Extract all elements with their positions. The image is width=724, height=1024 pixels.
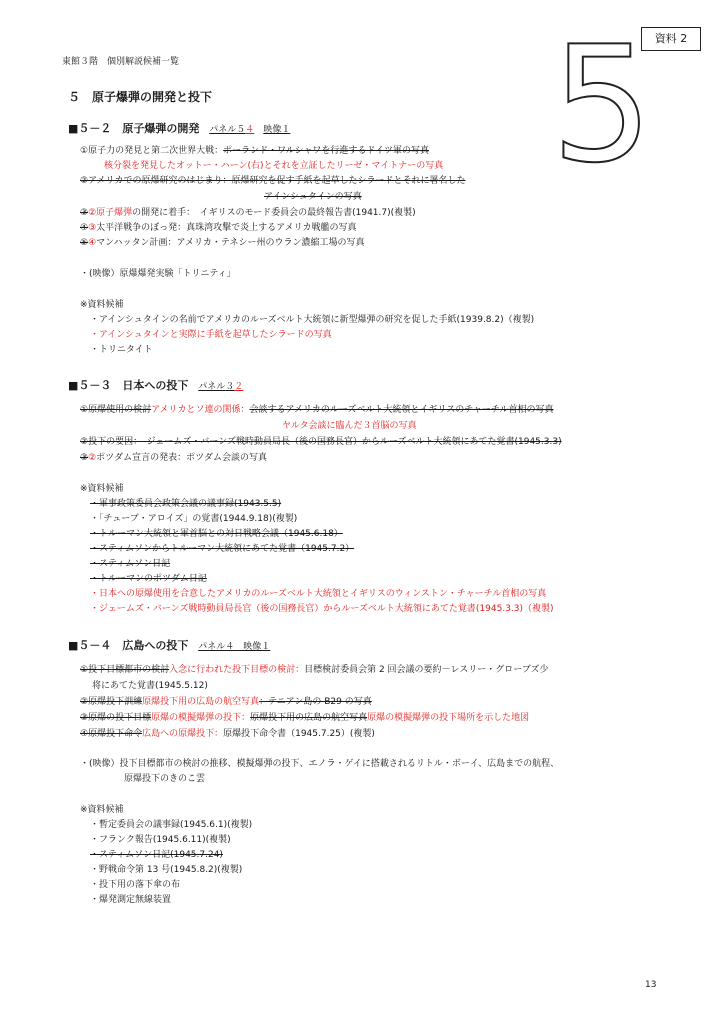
section-5-3-title: ５－３ 日本への投下 xyxy=(78,379,189,392)
candidate-item: ・トリニタイト xyxy=(90,345,153,355)
candidate-item: ・スティムソンからトルーマン大統領にあてた覚書（1945.7.2） xyxy=(90,544,355,554)
candidates-title-5-3: ※資料候補 xyxy=(80,484,124,494)
item-5-4-1: ①投下目標都市の検討入念に行われた投下目標の検討：目標検討委員会第 2 回会議の要約－レスリー・グローブズ少 xyxy=(80,665,549,675)
section-5-3-heading xyxy=(68,377,243,393)
candidate-item: ・暫定委員会の議事録(1945.6.1)(複製) xyxy=(90,820,253,830)
item-5-3-1: ①原爆使用の検討アメリカとソ連の関係：会談するアメリカのルーズベルト大統領とイギリスのチャーチル首相の写真 xyxy=(80,405,554,415)
candidate-item: ・軍事政策委員会政策会議の議事録(1943.5.5) xyxy=(90,499,282,509)
candidate-item: ・トルーマン大統領と軍首脳との対日戦略会議（1945.6.18） xyxy=(90,529,343,539)
video-note-5-4: ・(映像）投下目標都市の検討の推移、模擬爆弾の投下、エノラ・ゲイに搭載されるリトル・ボーイ、広島までの航程、 xyxy=(80,759,560,769)
item-5-4-1-cont: 将にあてた覚書(1945.5.12) xyxy=(92,681,208,691)
item-5-2-5: ⑤④マンハッタン計画：アメリカ・テネシー州のウラン濃縮工場の写真 xyxy=(80,238,365,248)
item-5-2-1-replacement: 核分裂を発見したオットー・ハーン(右)とそれを立証したリーゼ・マイトナーの写真 xyxy=(104,161,444,171)
item-5-2-2-struck-cont: アインシュタインの写真 xyxy=(264,192,362,202)
item-5-4-3: ③原爆の投下目標原爆の模擬爆弾の投下：原爆投下用の広島の航空写真原爆の模擬爆弾の投下場所を示した地図 xyxy=(80,713,530,723)
section-marker: ■ xyxy=(68,379,79,392)
location-header: 東館３階 個別解説候補一覧 xyxy=(62,57,180,67)
section-5-4-title: ５－４ 広島への投下 xyxy=(78,639,189,652)
document-label-box: 資料 2 xyxy=(641,27,701,51)
candidate-item: ・スティムソン日記 xyxy=(90,559,171,569)
candidate-item: ・野戦命令第 13 号(1945.8.2)(複製) xyxy=(90,865,243,875)
chapter-title: ５ 原子爆弾の開発と投下 xyxy=(68,90,213,104)
panel-info: パネル４ 映像１ xyxy=(198,642,271,652)
candidates-title-5-4: ※資料候補 xyxy=(80,805,124,815)
item-5-4-4: ④原爆投下命令広島への原爆投下：原爆投下命令書（1945.7.25）(複製) xyxy=(80,729,375,739)
page-number: 13 xyxy=(645,980,657,990)
item-5-3-3: ③②ポツダム宣言の発表：ポツダム会談の写真 xyxy=(80,453,267,463)
item-5-2-3: ③②原子爆弾の開発に着手： イギリスのモード委員会の最終報告書(1941.7)(複製) xyxy=(80,208,416,218)
video-note-5-2: ・(映像）原爆爆発実験「トリニティ」 xyxy=(80,269,236,279)
section-5-2-title: ５－２ 原子爆弾の開発 xyxy=(78,122,200,135)
item-5-4-2: ②原爆投下訓練原爆投下用の広島の航空写真：テニアン島の B29 の写真 xyxy=(80,697,372,707)
candidate-item: ・スティムソン日記(1945.7.24) xyxy=(90,850,223,860)
candidate-item: ・フランク報告(1945.6.11)(複製) xyxy=(90,835,231,845)
item-5-2-1: ①原子力の発見と第二次世界大戦：ポーランド・ワルシャワを行進するドイツ軍の写真 xyxy=(80,146,429,156)
item-5-3-2-struck: ②投下の要因： ジェームズ・バーンズ戦時動員局長（後の国務長官）からルーズベルト大統領にあてた覚書(1945.3.3) xyxy=(80,437,562,447)
candidates-title-5-2: ※資料候補 xyxy=(80,300,124,310)
panel-info: パネル５４ 映像１ xyxy=(209,125,291,135)
video-note-5-4-cont: 原爆投下のきのこ雲 xyxy=(124,774,206,784)
section-5-4-heading xyxy=(68,637,270,653)
candidate-item: ・アインシュタインと実際に手紙を起草したシラードの写真 xyxy=(90,330,332,340)
candidate-item: ・トルーマンのポツダム日記 xyxy=(90,574,207,584)
candidate-item: ・アインシュタインの名前でアメリカのルーズベルト大統領に新型爆弾の研究を促した手紙(1939.8.2)（複製) xyxy=(90,315,535,325)
item-5-3-1-replacement: ヤルタ会談に臨んだ３首脳の写真 xyxy=(282,421,417,431)
section-marker: ■ xyxy=(68,122,79,135)
panel-info: パネル３２ xyxy=(198,382,244,392)
candidate-item: ・ジェームズ・バーンズ戦時動員局長官（後の国務長官）からルーズベルト大統領にあてた覚書(1945.3.3)（複製) xyxy=(90,604,554,614)
candidate-item: ・爆発測定無線装置 xyxy=(90,895,172,905)
item-5-2-4: ④③太平洋戦争のぼっ発：真珠湾攻撃で炎上するアメリカ戦艦の写真 xyxy=(80,223,357,233)
item-5-2-2-struck: ②アメリカでの原爆研究のはじまり：原爆研究を促す手紙を起草したシラードとそれに署名した xyxy=(80,176,466,186)
candidate-item: ・日本への原爆使用を合意したアメリカのルーズベルト大統領とイギリスのウィンストン・チャーチル首相の写真 xyxy=(90,589,547,599)
section-marker: ■ xyxy=(68,639,79,652)
section-5-2-heading xyxy=(68,120,290,136)
section-big-number: 5 xyxy=(551,11,653,198)
candidate-item: ・投下用の落下傘の布 xyxy=(90,880,181,890)
candidate-item: ・「チューブ・アロイズ」の覚書(1944.9.18)(複製) xyxy=(90,514,298,524)
